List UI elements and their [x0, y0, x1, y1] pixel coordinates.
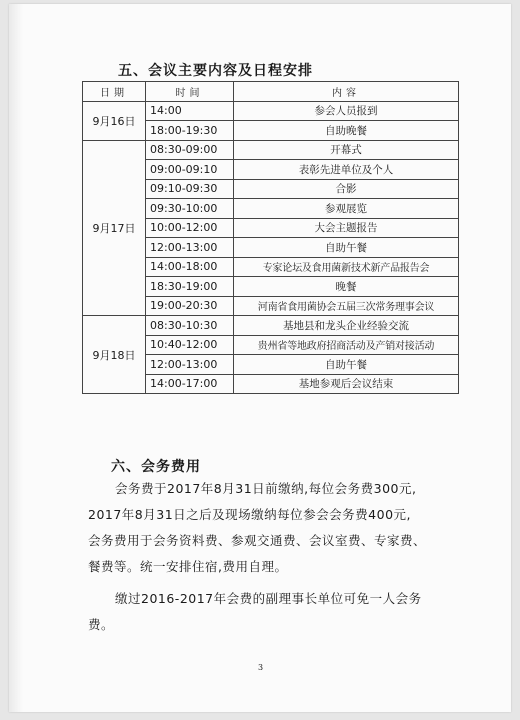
cell-time: 12:00-13:00 — [146, 238, 234, 258]
cell-time: 09:00-09:10 — [146, 160, 234, 180]
exemption-line: 缴过2016-2017年会费的副理事长单位可免一人会务 — [115, 591, 422, 606]
cell-content: 基地县和龙头企业经验交流 — [234, 316, 459, 336]
exemption-paragraph — [88, 586, 468, 638]
cell-date: 9月18日 — [83, 316, 146, 394]
table-header-row — [83, 82, 459, 102]
cell-content: 开幕式 — [234, 140, 459, 160]
cell-content: 晚餐 — [234, 277, 459, 297]
table-row — [83, 101, 459, 121]
cell-content: 参会人员报到 — [234, 101, 459, 121]
cell-content: 贵州省等地政府招商活动及产销对接活动 — [234, 335, 459, 355]
page-number: 3 — [258, 663, 264, 672]
cell-time: 09:30-10:00 — [146, 199, 234, 219]
cell-time: 10:40-12:00 — [146, 335, 234, 355]
table-row — [83, 316, 459, 336]
cell-time: 08:30-10:30 — [146, 316, 234, 336]
cell-content: 专家论坛及食用菌新技术新产品报告会 — [234, 257, 459, 277]
fee-line: 2017年8月31日之后及现场缴纳每位参会会务费400元, — [88, 507, 412, 522]
header-time: 时间 — [146, 82, 234, 102]
cell-time: 12:00-13:00 — [146, 355, 234, 375]
cell-time: 14:00 — [146, 101, 234, 121]
cell-time: 18:30-19:00 — [146, 277, 234, 297]
cell-content: 基地参观后会议结束 — [234, 374, 459, 394]
cell-time: 10:00-12:00 — [146, 218, 234, 238]
exemption-line: 费。 — [88, 617, 115, 632]
fee-line: 餐费等。统一安排住宿,费用自理。 — [88, 559, 288, 574]
cell-content: 参观展览 — [234, 199, 459, 219]
binding-shadow — [9, 4, 23, 712]
cell-time: 14:00-18:00 — [146, 257, 234, 277]
section-title-fees: 六、会务费用 — [111, 459, 201, 475]
fee-line: 会务费于2017年8月31日前缴纳,每位会务费300元, — [115, 481, 417, 496]
cell-content: 大会主题报告 — [234, 218, 459, 238]
schedule-body — [83, 101, 459, 394]
cell-content: 自助午餐 — [234, 355, 459, 375]
header-content: 内容 — [234, 82, 459, 102]
cell-content: 自助午餐 — [234, 238, 459, 258]
cell-time: 18:00-19:30 — [146, 121, 234, 141]
cell-time: 14:00-17:00 — [146, 374, 234, 394]
cell-time: 09:10-09:30 — [146, 179, 234, 199]
fee-paragraph — [88, 476, 468, 580]
cell-content: 自助晚餐 — [234, 121, 459, 141]
table-row — [83, 140, 459, 160]
cell-content: 表彰先进单位及个人 — [234, 160, 459, 180]
cell-content: 合影 — [234, 179, 459, 199]
schedule-table — [82, 81, 459, 394]
fee-line: 会务费用于会务资料费、参观交通费、会议室费、专家费、 — [88, 533, 427, 548]
cell-date: 9月17日 — [83, 140, 146, 316]
cell-time: 08:30-09:00 — [146, 140, 234, 160]
cell-time: 19:00-20:30 — [146, 296, 234, 316]
cell-content: 河南省食用菌协会五届三次常务理事会议 — [234, 296, 459, 316]
cell-date: 9月16日 — [83, 101, 146, 140]
header-date: 日期 — [83, 82, 146, 102]
section-title-schedule: 五、会议主要内容及日程安排 — [118, 63, 313, 79]
